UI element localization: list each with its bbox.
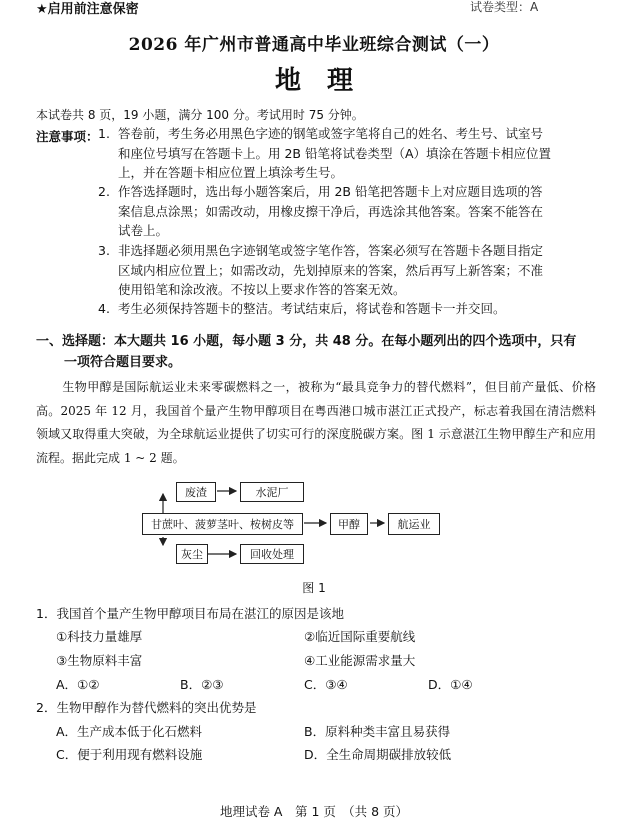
paper-type-label: 试卷类型：A xyxy=(470,0,539,14)
note-item xyxy=(98,182,553,241)
answer-option[interactable]: D．全生命周期碳排放较低 xyxy=(304,747,452,762)
flow-box-dust: 灰尘 xyxy=(176,544,208,564)
flow-box-shipping: 航运业 xyxy=(388,513,440,535)
question-statement: ③生物原料丰富 xyxy=(56,653,143,668)
flow-box-cement: 水泥厂 xyxy=(240,482,304,502)
notes-label: 注意事项： xyxy=(36,129,99,144)
answer-option[interactable]: A．生产成本低于化石燃料 xyxy=(56,724,203,739)
answer-option[interactable]: B．原料种类丰富且易获得 xyxy=(304,724,451,739)
note-item xyxy=(98,241,553,300)
flow-box-recycle: 回收处理 xyxy=(240,544,304,564)
flow-box-methanol: 甲醇 xyxy=(330,513,368,535)
section-heading-line2: 一项符合题目要求。 xyxy=(64,355,182,370)
answer-option[interactable]: D．①④ xyxy=(428,677,473,692)
question-statement: ②临近国际重要航线 xyxy=(304,629,416,644)
flow-box-source: 甘蔗叶、菠萝茎叶、桉树皮等 xyxy=(142,513,303,535)
section-heading-line1: 一、选择题：本大题共 16 小题，每小题 3 分，共 48 分。在每小题列出的四个选项中，只有 xyxy=(36,334,577,349)
question-stem: 1．我国首个量产生物甲醇项目布局在湛江的原因是该地 xyxy=(36,606,344,621)
note-number: 1. xyxy=(98,126,110,141)
note-number: 4. xyxy=(98,301,110,316)
subject-title: 地理 xyxy=(274,66,379,96)
page-footer: 地理试卷 A 第 1 页 （共 8 页） xyxy=(219,804,409,819)
note-text: 考生必须保持答题卡的整洁。考试结束后，将试卷和答题卡一并交回。 xyxy=(118,301,506,316)
question-statement: ④工业能源需求量大 xyxy=(304,653,416,668)
note-number: 3. xyxy=(98,243,110,258)
note-item xyxy=(98,124,553,183)
exam-title: 2026 年广州市普通高中毕业班综合测试（一） xyxy=(128,35,500,55)
flow-box-residue: 废渣 xyxy=(176,482,216,502)
section-heading xyxy=(36,331,596,373)
answer-option[interactable]: B．②③ xyxy=(180,677,224,692)
question-stem: 2．生物甲醇作为替代燃料的突出优势是 xyxy=(36,700,257,715)
answer-option[interactable]: A．①② xyxy=(56,677,100,692)
confidential-label: ★启用前注意保密 xyxy=(36,2,139,17)
note-item xyxy=(98,299,553,319)
figure-caption: 图 1 xyxy=(302,581,326,595)
question-statement: ①科技力量雄厚 xyxy=(56,629,143,644)
note-text: 答卷前，考生务必用黑色字迹的钢笔或签字笔将自己的姓名、考生号、试室号和座位号填写在答题卡上。用 2B 铅笔将试卷类型（A）填涂在答题卡相应位置上，并在答题卡相应位置上填涂考生号。 xyxy=(118,126,552,180)
note-text: 作答选择题时，选出每小题答案后，用 2B 铅笔把答题卡上对应题目选项的答案信息点涂黑；如需改动，用橡皮擦干净后，再选涂其他答案。答案不能答在试卷上。 xyxy=(118,184,544,238)
reading-passage: 生物甲醇是国际航运业未来零碳燃料之一，被称为“最具竞争力的替代燃料”，但目前产量低、价格高。2025 年 12 月，我国首个量产生物甲醇项目在粤西港口城市湛江正式投产，标志着我国在清洁燃料领域又取得重大突破，为全球航运业提供了切实可行的深度脱碳方案。图 1 示意湛江生物甲醇生产和应用流程。据此完成 1 ~ 2 题。 xyxy=(36,380,596,465)
exam-info: 本试卷共 8 页，19 小题，满分 100 分。考试用时 75 分钟。 xyxy=(36,108,364,122)
note-number: 2. xyxy=(98,184,110,199)
note-text: 非选择题必须用黑色字迹钢笔或签字笔作答，答案必须写在答题卡各题目指定区域内相应位置上；如需改动，先划掉原来的答案，然后再写上新答案；不准使用铅笔和涂改液。不按以上要求作答的答案无效。 xyxy=(118,243,544,297)
answer-option[interactable]: C．③④ xyxy=(304,677,348,692)
answer-option[interactable]: C．便于利用现有燃料设施 xyxy=(56,747,203,762)
